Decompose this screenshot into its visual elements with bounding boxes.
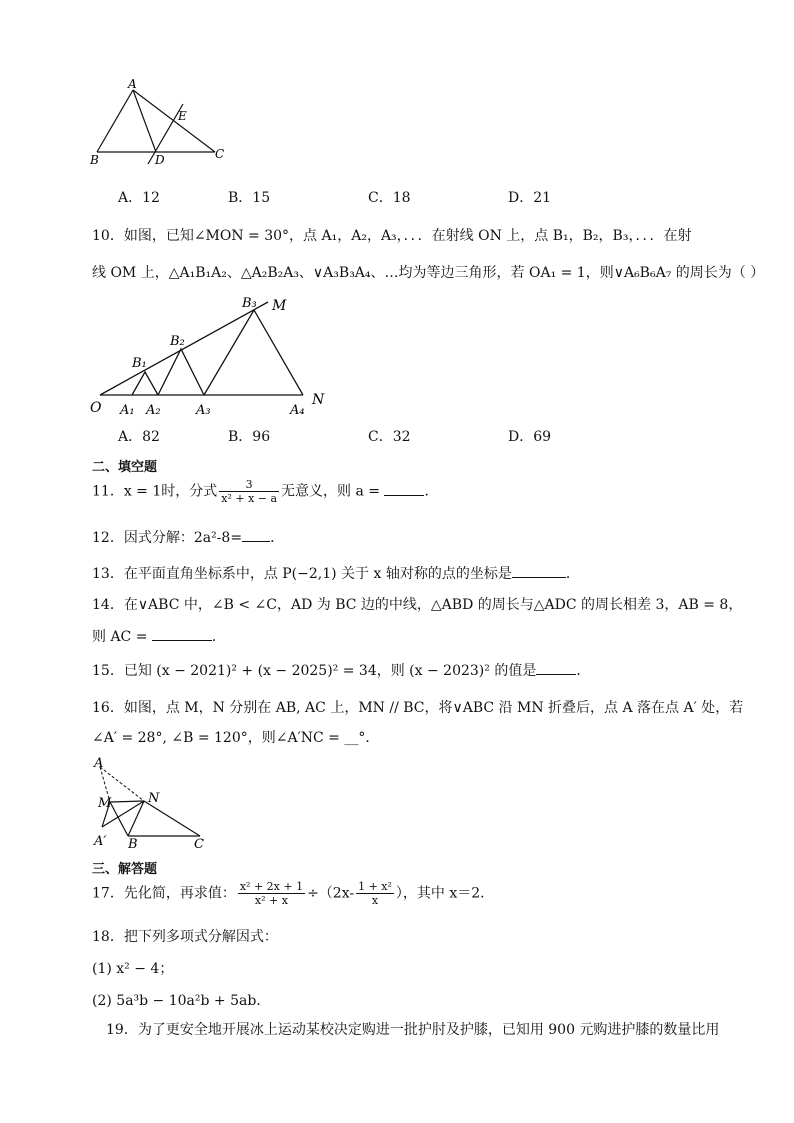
fig9-label-c: C xyxy=(215,147,225,161)
q17-fraction2-den: x xyxy=(371,894,379,907)
fig16-label-a-prime: A′ xyxy=(94,834,107,849)
q11-pre: 11．x = 1时，分式 xyxy=(92,483,218,500)
fig9-label-e: E xyxy=(178,109,187,123)
q11-fraction xyxy=(219,478,279,505)
q17-post: ），其中 x＝2． xyxy=(395,885,495,902)
q13-end: ． xyxy=(565,566,580,582)
q9-option-d[interactable]: D．21 xyxy=(508,190,552,206)
q15-text: 15．已知 (x − 2021)² + (x − 2025)² = 34，则 (x − 2023)² 的值是 xyxy=(92,663,537,679)
q12 xyxy=(92,527,284,547)
figure-q9 xyxy=(85,78,235,168)
fig9-label-a: A xyxy=(128,78,137,91)
q17-fraction2-num: 1 + x² xyxy=(358,880,392,893)
q10-text-line1: 10．如图，已知∠MON = 30°，点 A₁，A₂，A₃，．．．在射线 ON 上，点 B₁，B₂，B₃，．．．在射 xyxy=(92,228,692,244)
q19-text: 19．为了更安全地开展冰上运动某校决定购进一批护肘及护膝，已知用 900 元购进护膝的数量比用 xyxy=(106,1022,720,1038)
q14-text-line1: 14．在∨ABC 中，∠B < ∠C，AD 为 BC 边的中线，△ABD 的周长与△ADC 的周长相差 3，AB = 8， xyxy=(92,597,743,613)
q10-option-a[interactable]: A．82 xyxy=(118,429,160,445)
q17 xyxy=(92,880,494,907)
q17-mid: ÷（2x- xyxy=(307,885,355,902)
fig16-label-n: N xyxy=(148,791,160,806)
q14-line2 xyxy=(92,626,226,646)
section-fill-in-title: 二、填空题 xyxy=(92,460,158,475)
q16-text-line1: 16．如图，点 M，N 分别在 AB, AC 上，MN // BC，将∨ABC 沿 MN 折叠后，点 A 落在点 A′ 处，若 xyxy=(92,700,744,716)
q11-answer-blank[interactable] xyxy=(384,481,424,496)
fig10-label-a4: A₄ xyxy=(290,403,305,418)
fig10-label-b2: B₂ xyxy=(170,334,185,349)
q17-fraction1-den: x² + x xyxy=(254,894,288,907)
q18-item2: (2) 5a³b − 10a²b + 5ab． xyxy=(92,993,271,1009)
q13 xyxy=(92,563,580,583)
q15-answer-blank[interactable] xyxy=(536,660,576,675)
q17-fraction2 xyxy=(356,880,394,907)
q13-answer-blank[interactable] xyxy=(512,563,566,578)
q9-option-c[interactable]: C．18 xyxy=(368,190,411,206)
fig10-label-m: M xyxy=(272,298,287,314)
fig10-label-b3: B₃ xyxy=(242,296,257,311)
section-solve-title: 三、解答题 xyxy=(92,862,158,877)
q11-post: 无意义，则 a = xyxy=(281,483,381,500)
fig10-label-a3: A₃ xyxy=(196,403,211,418)
q10-text-line2: 线 OM 上，△A₁B₁A₂、△A₂B₂A₃、∨A₃B₃A₄、…均为等边三角形，若 OA₁ = 1，则∨A₆B₆A₇ 的周长为（ ） xyxy=(92,265,765,281)
fig16-label-m: M xyxy=(98,796,112,811)
q9-option-a[interactable]: A．12 xyxy=(118,190,160,206)
q17-fraction1-num: x² + 2x + 1 xyxy=(239,880,304,893)
q11-end: ． xyxy=(424,483,439,500)
q18-item1: (1) x² − 4； xyxy=(92,961,174,977)
fig10-label-n: N xyxy=(312,392,325,408)
q17-pre: 17．先化简，再求值： xyxy=(92,885,236,902)
q14-text-line2: 则 AC = xyxy=(92,629,148,645)
q10-option-d[interactable]: D．69 xyxy=(508,429,552,445)
fig10-label-a2: A₂ xyxy=(146,403,161,418)
q12-text: 12．因式分解：2a²-8= xyxy=(92,530,243,546)
q11-fraction-num: 3 xyxy=(219,478,279,492)
q10-option-b[interactable]: B．96 xyxy=(228,429,271,445)
figure-q16 xyxy=(88,755,218,850)
fig9-label-d: D xyxy=(155,153,165,167)
fig16-label-b: B xyxy=(128,837,138,850)
q18-title: 18．把下列多项式分解因式： xyxy=(92,929,278,945)
q14-end: ． xyxy=(211,629,226,645)
q11 xyxy=(92,478,438,505)
q9-option-b[interactable]: B．15 xyxy=(228,190,271,206)
q13-text: 13．在平面直角坐标系中，点 P(−2,1) 关于 x 轴对称的点的坐标是 xyxy=(92,566,512,582)
q12-answer-blank[interactable] xyxy=(242,527,270,542)
fig16-label-c: C xyxy=(194,837,204,850)
q16-text-line2: ∠A′ = 28°, ∠B = 120°，则∠A′NC = __°． xyxy=(92,730,380,746)
q17-fraction1 xyxy=(238,880,305,907)
q11-fraction-den: x² + x − a xyxy=(221,492,278,505)
q10-option-c[interactable]: C．32 xyxy=(368,429,411,445)
fig16-label-a: A xyxy=(94,756,104,771)
fig9-label-b: B xyxy=(90,153,99,167)
q12-end: ． xyxy=(270,530,285,546)
q14-answer-blank[interactable] xyxy=(152,626,212,641)
q15-end: ． xyxy=(576,663,591,679)
figure-q10 xyxy=(88,292,338,420)
fig10-label-a1: A₁ xyxy=(120,403,135,418)
fig10-label-b1: B₁ xyxy=(132,356,147,371)
q15 xyxy=(92,660,590,680)
fig10-label-o: O xyxy=(90,400,102,416)
